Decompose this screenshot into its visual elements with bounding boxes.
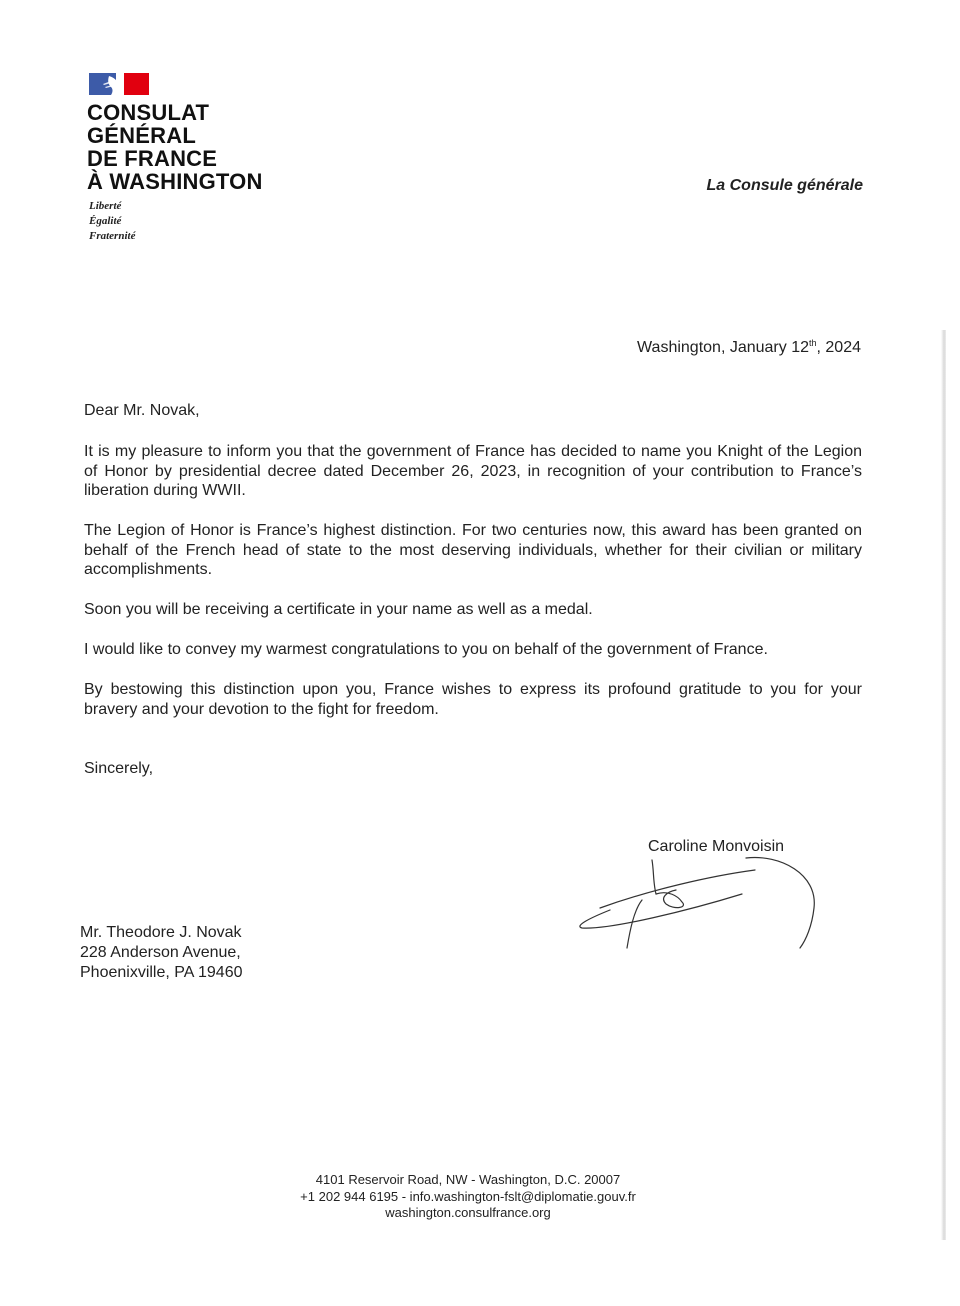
footer-contact: +1 202 944 6195 - info.washington-fslt@diplomatie.gouv.fr <box>300 1188 636 1204</box>
signatory-name: Caroline Monvoisin <box>648 838 785 855</box>
date-ordinal: th <box>809 338 817 348</box>
logo-line: À WASHINGTON <box>87 169 263 194</box>
recipient-address <box>80 923 242 983</box>
consulate-logo-title <box>87 101 263 193</box>
closing: Sincerely, <box>84 760 154 777</box>
salutation: Dear Mr. Novak, <box>84 402 200 419</box>
body-paragraph: It is my pleasure to inform you that the government of France has decided to name you Knight of the Legion of Honor by presidential decree dated December 26, 2023, in recognition of your contribution to France’s liberation during WWII. <box>84 443 862 499</box>
footer-website: washington.consulfrance.org <box>385 1205 551 1220</box>
marianne-logo-icon <box>89 73 149 95</box>
sender-title: La Consule générale <box>706 177 863 194</box>
address-line: Mr. Theodore J. Novak <box>80 924 242 941</box>
address-line: 228 Anderson Avenue, <box>80 944 241 961</box>
motto-line: Égalité <box>89 215 122 227</box>
motto-line: Fraternité <box>89 230 136 242</box>
body-paragraph: The Legion of Honor is France’s highest distinction. For two centuries now, this award has been granted on behalf of the French head of state to the most deserving individuals, whether for their civilian or military accomplishments. <box>84 522 862 578</box>
body-paragraph: Soon you will be receiving a certificate in your name as well as a medal. <box>84 601 593 618</box>
republic-motto <box>89 199 135 244</box>
consulate-footer <box>230 1172 706 1222</box>
handwritten-signature <box>570 850 830 960</box>
address-line: Phoenixville, PA 19460 <box>80 964 243 981</box>
body-paragraph: I would like to convey my warmest congratulations to you on behalf of the government of France. <box>84 641 768 658</box>
logo-line: GÉNÉRAL <box>87 123 196 148</box>
motto-line: Liberté <box>89 200 122 212</box>
logo-line: CONSULAT <box>87 100 210 125</box>
scan-edge-shadow <box>941 330 946 1240</box>
logo-line: DE FRANCE <box>87 146 218 171</box>
date-prefix: Washington, January 12 <box>637 339 809 356</box>
footer-address: 4101 Reservoir Road, NW - Washington, D.C. 20007 <box>315 1172 621 1187</box>
body-paragraph: By bestowing this distinction upon you, France wishes to express its profound gratitude to you for your bravery and your devotion to the fight for freedom. <box>84 681 862 718</box>
date-year: , 2024 <box>816 339 861 356</box>
letter-date <box>560 339 861 357</box>
